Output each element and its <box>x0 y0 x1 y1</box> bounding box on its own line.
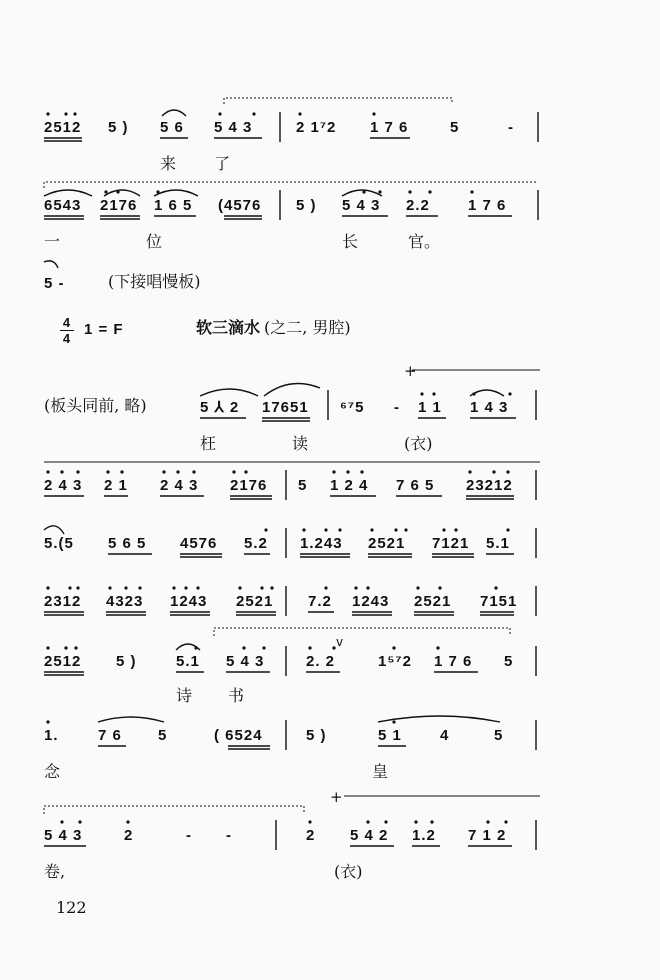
octave-dot <box>73 112 76 115</box>
note-group: 2. 2 <box>306 653 336 670</box>
note-group: 4323 <box>106 593 144 610</box>
section-subtitle: (之二, 男腔) <box>264 318 351 337</box>
octave-dot <box>46 470 49 473</box>
octave-dot <box>360 470 363 473</box>
octave-dot <box>432 392 435 395</box>
note-group: 7 1 2 <box>468 827 507 844</box>
note-group: 1 2 4 <box>330 477 369 494</box>
octave-dot <box>176 470 179 473</box>
octave-dot <box>60 820 63 823</box>
octave-dot <box>46 112 49 115</box>
lyric: 念 <box>44 762 61 781</box>
lyric: 诗 <box>176 686 193 705</box>
octave-dot <box>366 586 369 589</box>
lyric: 长 <box>342 232 359 251</box>
note-group: 5 <box>450 119 460 136</box>
note-group: 1243 <box>170 593 208 610</box>
octave-dot <box>218 112 221 115</box>
note-group: - <box>226 827 232 844</box>
note-group: 5 4 3 <box>342 197 381 214</box>
note-group: 17651 <box>262 399 309 416</box>
note-group: 2176 <box>100 197 138 214</box>
octave-dot <box>156 190 159 193</box>
note-group: 2 1⁷2 <box>296 119 337 136</box>
octave-dot <box>370 528 373 531</box>
slur <box>98 717 164 722</box>
octave-dot <box>394 528 397 531</box>
octave-dot <box>420 392 423 395</box>
note-group: 5 - <box>44 275 65 292</box>
octave-dot <box>408 190 411 193</box>
note-group: 7151 <box>480 593 518 610</box>
octave-dot <box>138 586 141 589</box>
octave-dot <box>244 470 247 473</box>
octave-dot <box>332 646 335 649</box>
note-group: 5 4 3 <box>214 119 253 136</box>
note-group: 1243 <box>352 593 390 610</box>
note-group: 5 6 <box>160 119 184 136</box>
octave-dot <box>262 646 265 649</box>
note-group: 5 1 <box>378 727 402 744</box>
octave-dot <box>232 470 235 473</box>
note-group: 2 4 3 <box>160 477 199 494</box>
note-group: 2312 <box>44 593 82 610</box>
octave-dot <box>192 470 195 473</box>
octave-dot <box>404 528 407 531</box>
note-group: 7 6 <box>98 727 122 744</box>
octave-dot <box>454 528 457 531</box>
octave-dot <box>366 820 369 823</box>
lyric: 官。 <box>408 232 441 251</box>
note-group: 4 <box>440 727 450 744</box>
plus-mark: + <box>404 362 417 380</box>
note-group: 5 4 3 <box>44 827 83 844</box>
octave-dot <box>338 528 341 531</box>
note-group: 1 7 6 <box>434 653 473 670</box>
note-group: 5 4 3 <box>226 653 265 670</box>
octave-dot <box>76 470 79 473</box>
octave-dot <box>78 820 81 823</box>
note-group: 6543 <box>44 197 82 214</box>
note-group: 2512 <box>44 119 82 136</box>
note-group: 5 <box>504 653 514 670</box>
octave-dot <box>506 470 509 473</box>
octave-dot <box>108 586 111 589</box>
note-group: 5 4 2 <box>350 827 389 844</box>
note-group: 2176 <box>230 477 268 494</box>
slur <box>162 110 186 116</box>
octave-dot <box>414 820 417 823</box>
note-group: 7121 <box>432 535 470 552</box>
note-group: - <box>508 119 514 136</box>
note-group: 2521 <box>368 535 406 552</box>
key-signature: 1 = F <box>84 321 124 338</box>
octave-dot <box>46 586 49 589</box>
row-prefix: (板头同前, 略) <box>44 396 147 415</box>
octave-dot <box>120 470 123 473</box>
note-group: 1.243 <box>300 535 343 552</box>
note-group: 5.(5 <box>44 535 74 552</box>
note-group: 1 7 6 <box>370 119 409 136</box>
octave-dot <box>324 586 327 589</box>
octave-dot <box>378 190 381 193</box>
octave-dot <box>46 720 49 723</box>
note-group: 5 ) <box>306 727 327 744</box>
section-title: 软三滴水 <box>196 318 261 337</box>
note-group: ( 6524 <box>214 727 263 744</box>
note-group: 5.2 <box>244 535 268 552</box>
note-group: 5 ⅄ 2 <box>200 399 240 416</box>
octave-dot <box>242 646 245 649</box>
octave-dot <box>468 470 471 473</box>
note-group: 5 <box>494 727 504 744</box>
note-group: 2 <box>124 827 134 844</box>
lyric: 了 <box>214 154 231 173</box>
octave-dot <box>74 646 77 649</box>
note-group: 2521 <box>236 593 274 610</box>
note-group: 1 6 5 <box>154 197 193 214</box>
octave-dot <box>362 190 365 193</box>
octave-dot <box>238 586 241 589</box>
octave-dot <box>264 528 267 531</box>
note-group: 5 <box>158 727 168 744</box>
octave-dot <box>470 190 473 193</box>
octave-dot <box>302 528 305 531</box>
octave-dot <box>298 112 301 115</box>
octave-dot <box>124 586 127 589</box>
lyric: 书 <box>228 686 245 705</box>
lyric: 皇 <box>372 762 389 781</box>
octave-dot <box>116 190 119 193</box>
octave-dot <box>492 470 495 473</box>
slur <box>342 190 382 196</box>
phrase-bracket <box>214 628 510 636</box>
lyric: 枉 <box>200 434 217 453</box>
note-group: 4576 <box>180 535 218 552</box>
lyric: 位 <box>146 232 163 251</box>
phrase-bracket <box>44 182 538 188</box>
octave-dot <box>346 470 349 473</box>
phrase-bracket <box>44 806 304 814</box>
octave-dot <box>60 470 63 473</box>
octave-dot <box>46 646 49 649</box>
slur <box>44 526 64 534</box>
octave-dot <box>442 528 445 531</box>
note-group: 2512 <box>44 653 82 670</box>
octave-dot <box>438 586 441 589</box>
note-group: 1 1 <box>418 399 442 416</box>
lyric: 卷, <box>44 862 66 881</box>
note-group: 7.2 <box>308 593 332 610</box>
octave-dot <box>172 586 175 589</box>
note-group: 5 <box>298 477 308 494</box>
octave-dot <box>64 646 67 649</box>
octave-dot <box>184 586 187 589</box>
note-group: 2521 <box>414 593 452 610</box>
lyric: 来 <box>160 154 177 173</box>
note-group: 5 ) <box>296 197 317 214</box>
octave-dot <box>494 586 497 589</box>
note-group: 2 1 <box>104 477 128 494</box>
octave-dot <box>68 586 71 589</box>
octave-dot <box>308 646 311 649</box>
octave-dot <box>428 190 431 193</box>
note-group: ⁶⁷5 <box>340 399 365 416</box>
note-group: 1. <box>44 727 59 744</box>
octave-dot <box>64 112 67 115</box>
lyric: (衣) <box>334 862 363 881</box>
note-group: 1.2 <box>412 827 436 844</box>
octave-dot <box>486 820 489 823</box>
octave-dot <box>392 720 395 723</box>
octave-dot <box>430 820 433 823</box>
note-group: - <box>186 827 192 844</box>
slur <box>104 190 140 196</box>
note-group: - <box>394 399 400 416</box>
octave-dot <box>354 586 357 589</box>
note-group: 7 6 5 <box>396 477 435 494</box>
octave-dot <box>332 470 335 473</box>
note-group: 5.1 <box>486 535 510 552</box>
octave-dot <box>162 470 165 473</box>
octave-dot <box>324 528 327 531</box>
slur <box>44 261 58 268</box>
octave-dot <box>104 190 107 193</box>
lyric: 读 <box>292 434 309 453</box>
page-number: 122 <box>56 898 87 917</box>
note-group: (4576 <box>218 197 262 214</box>
octave-dot <box>270 586 273 589</box>
octave-dot <box>384 820 387 823</box>
slur <box>378 716 500 722</box>
octave-dot <box>508 392 511 395</box>
octave-dot <box>472 392 475 395</box>
plus-mark: + <box>330 788 343 806</box>
octave-dot <box>260 586 263 589</box>
note-group: 2.2 <box>406 197 430 214</box>
note-group: 5 6 5 <box>108 535 147 552</box>
slur <box>264 384 320 397</box>
slur <box>200 389 258 396</box>
octave-dot <box>506 528 509 531</box>
octave-dot <box>126 820 129 823</box>
time-signature-bottom: 4 <box>62 331 72 346</box>
octave-dot <box>252 112 255 115</box>
note-group: 23212 <box>466 477 513 494</box>
octave-dot <box>372 112 375 115</box>
lyric: (衣) <box>404 434 433 453</box>
note-group: 5 ) <box>116 653 137 670</box>
octave-dot <box>436 646 439 649</box>
octave-dot <box>106 470 109 473</box>
time-signature-top: 4 <box>62 315 72 330</box>
note-group: 2 <box>306 827 316 844</box>
note-group: 1 7 6 <box>468 197 507 214</box>
slur <box>44 190 92 196</box>
octave-dot <box>194 646 197 649</box>
note-group: 1⁵⁷2 <box>378 653 412 670</box>
octave-dot <box>76 586 79 589</box>
octave-dot <box>504 820 507 823</box>
breath-mark: v <box>336 635 344 649</box>
note-group: 1 4 3 <box>470 399 509 416</box>
note-group: 5.1 <box>176 653 200 670</box>
octave-dot <box>196 586 199 589</box>
performance-note: (下接唱慢板) <box>108 272 201 291</box>
note-group: 2 4 3 <box>44 477 83 494</box>
lyric: 一 <box>44 232 61 251</box>
octave-dot <box>416 586 419 589</box>
slur <box>154 190 198 196</box>
phrase-bracket <box>224 98 452 104</box>
note-group: 5 ) <box>108 119 129 136</box>
octave-dot <box>392 646 395 649</box>
octave-dot <box>308 820 311 823</box>
